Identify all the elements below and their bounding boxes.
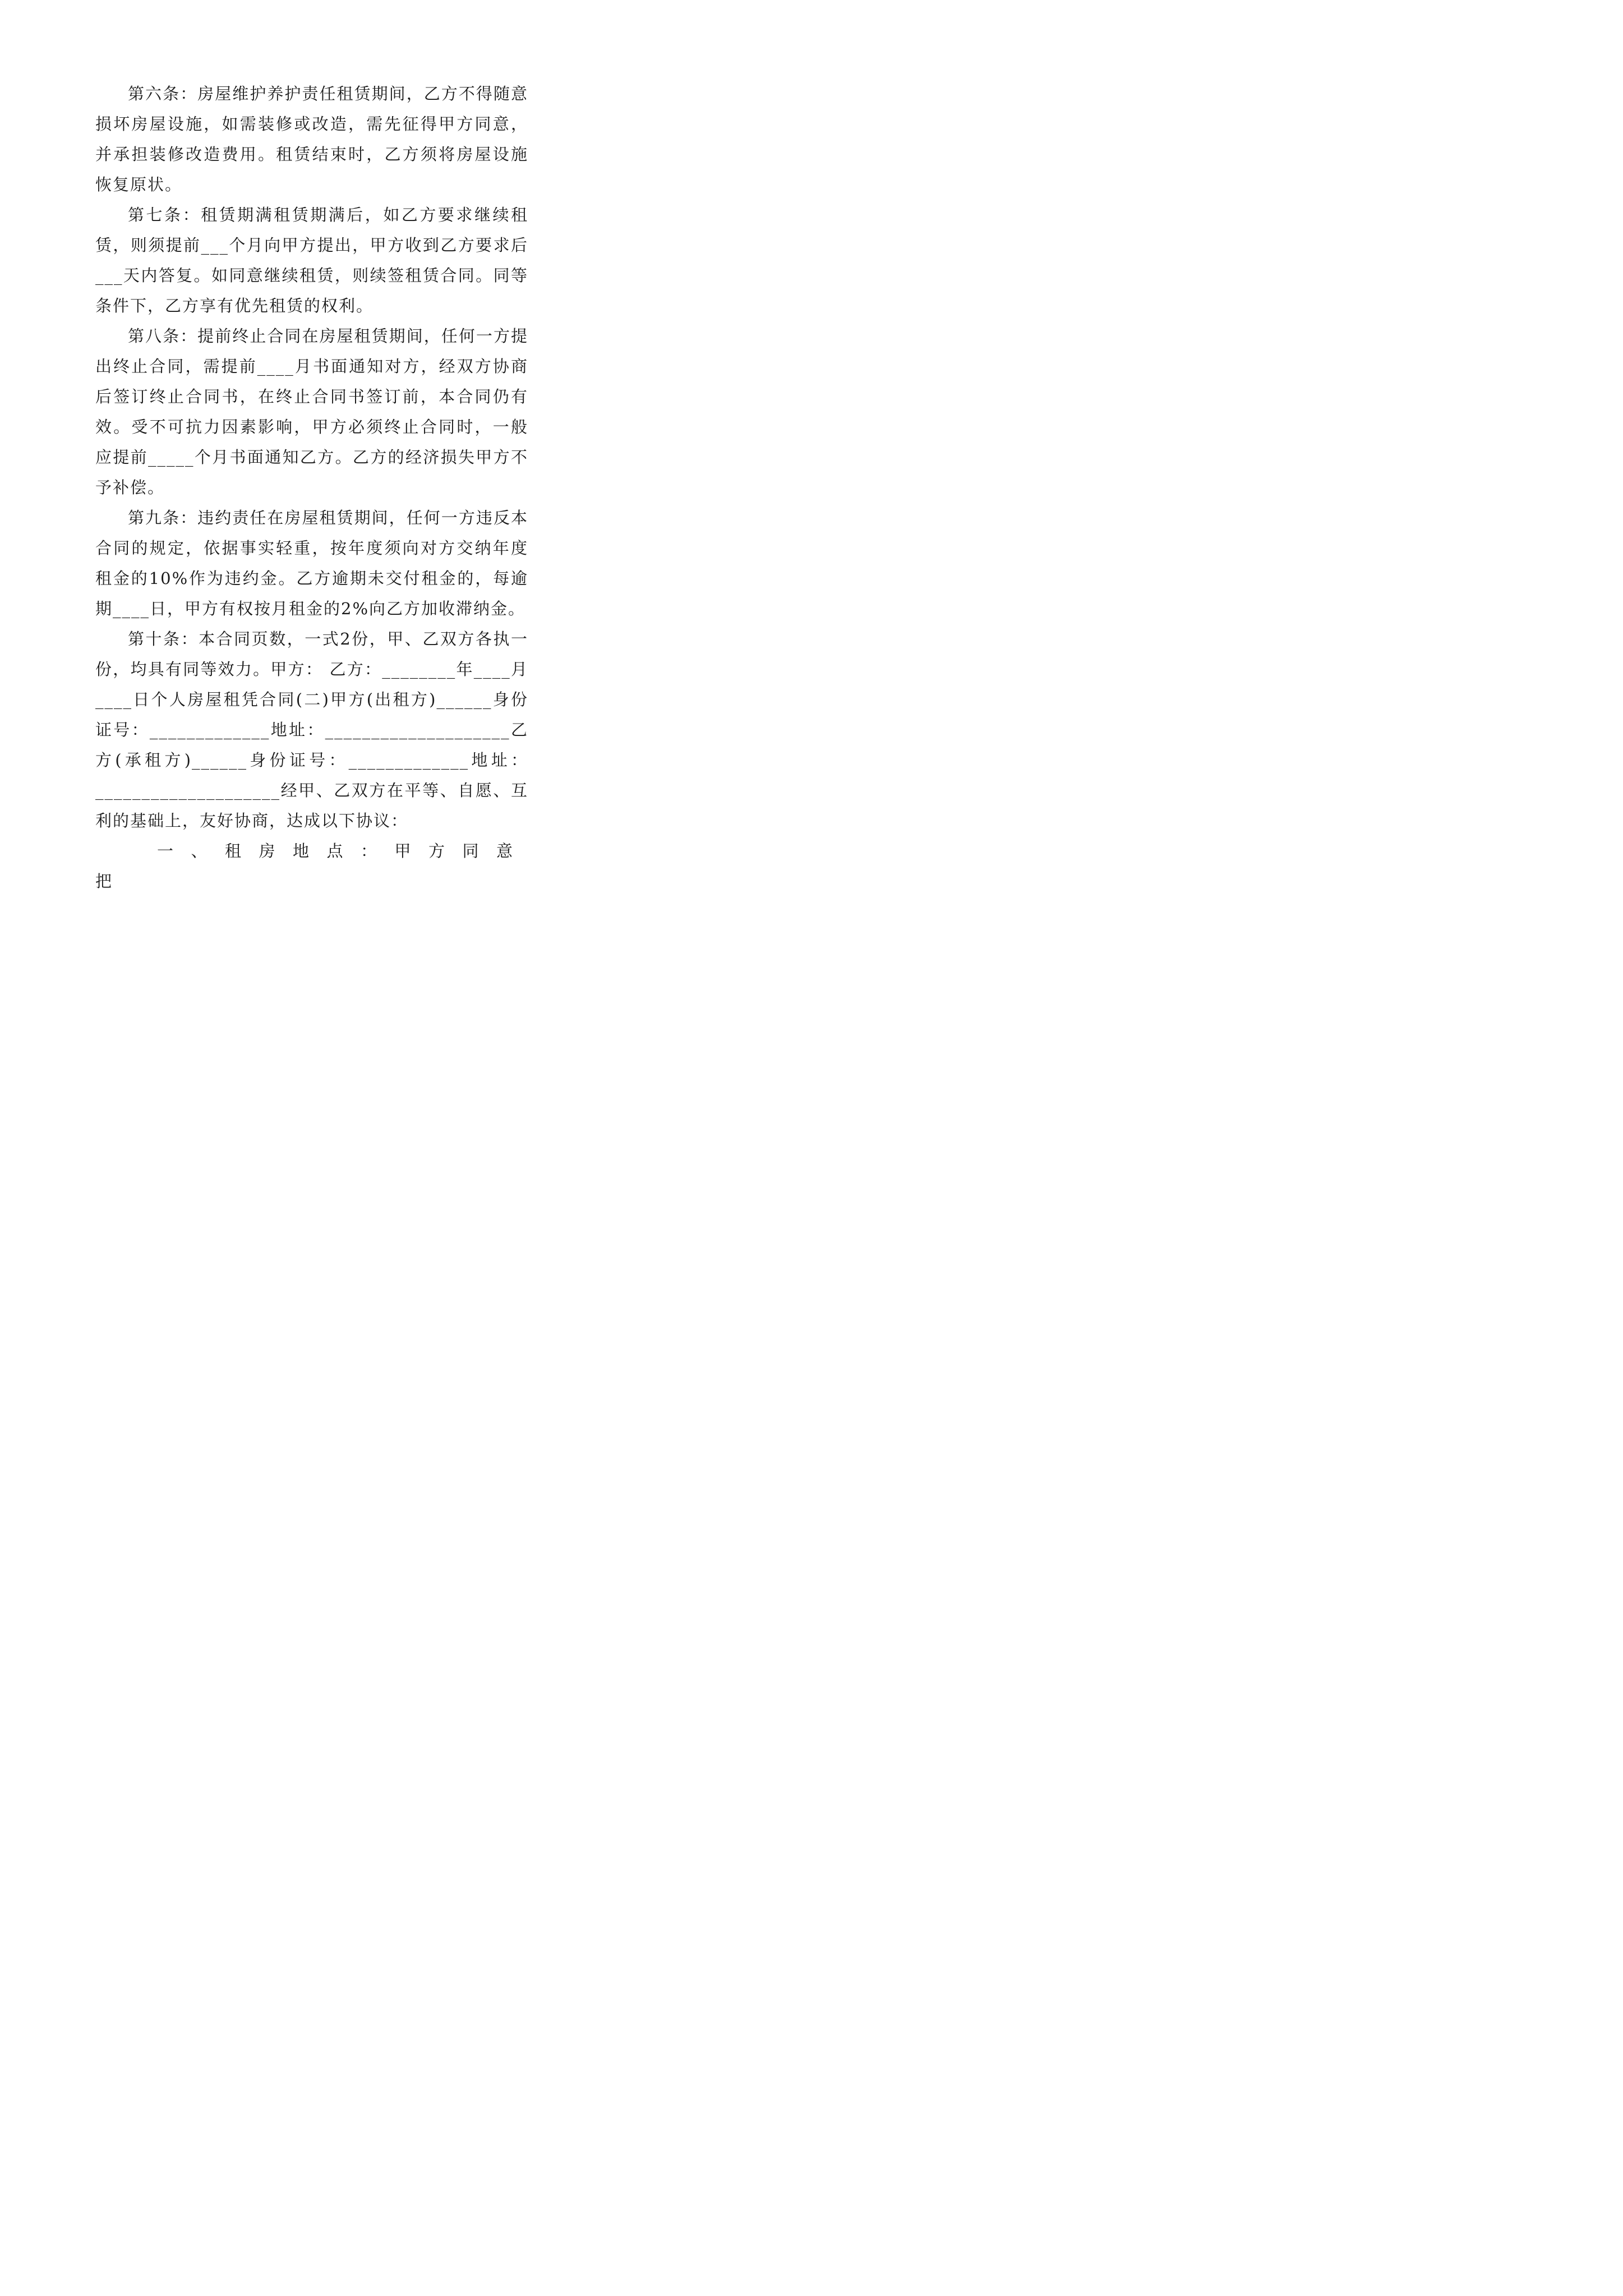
document-page: [0, 0, 623, 891]
contract-body: [95, 79, 528, 896]
article-7: 第七条：租赁期满租赁期满后，如乙方要求继续租赁，则须提前___个月向甲方提出，甲方收到乙方要求后___天内答复。如同意继续租赁，则续签租赁合同。同等条件下，乙方享有优先租赁的权利。: [95, 205, 528, 315]
clause-1-location: 一、租房地点：甲方同意把: [95, 841, 528, 891]
article-8: 第八条：提前终止合同在房屋租赁期间，任何一方提出终止合同，需提前____月书面通知对方，经双方协商后签订终止合同书，在终止合同书签订前，本合同仍有效。受不可抗力因素影响，甲方必须终止合同时，一般应提前_____个月书面通知乙方。乙方的经济损失甲方不予补偿。: [95, 326, 528, 497]
article-9: 第九条：违约责任在房屋租赁期间，任何一方违反本合同的规定，依据事实轻重，按年度须向对方交纳年度租金的10%作为违约金。乙方逾期未交付租金的，每逾期____日，甲方有权按月租金的2%向乙方加收滞纳金。: [95, 508, 528, 618]
article-10: 第十条：本合同页数，一式2份，甲、乙双方各执一份，均具有同等效力。甲方： 乙方：________年____月____日个人房屋租凭合同(二)甲方(出租方)______身份证号：_____________地址：____________________乙方(承租方)______身份证号：_____________地址：____________________经甲、乙双方在平等、自愿、互利的基础上，友好协商，达成以下协议：: [95, 629, 528, 830]
article-6: 第六条：房屋维护养护责任租赁期间，乙方不得随意损坏房屋设施，如需装修或改造，需先征得甲方同意，并承担装修改造费用。租赁结束时，乙方须将房屋设施恢复原状。: [95, 84, 528, 194]
